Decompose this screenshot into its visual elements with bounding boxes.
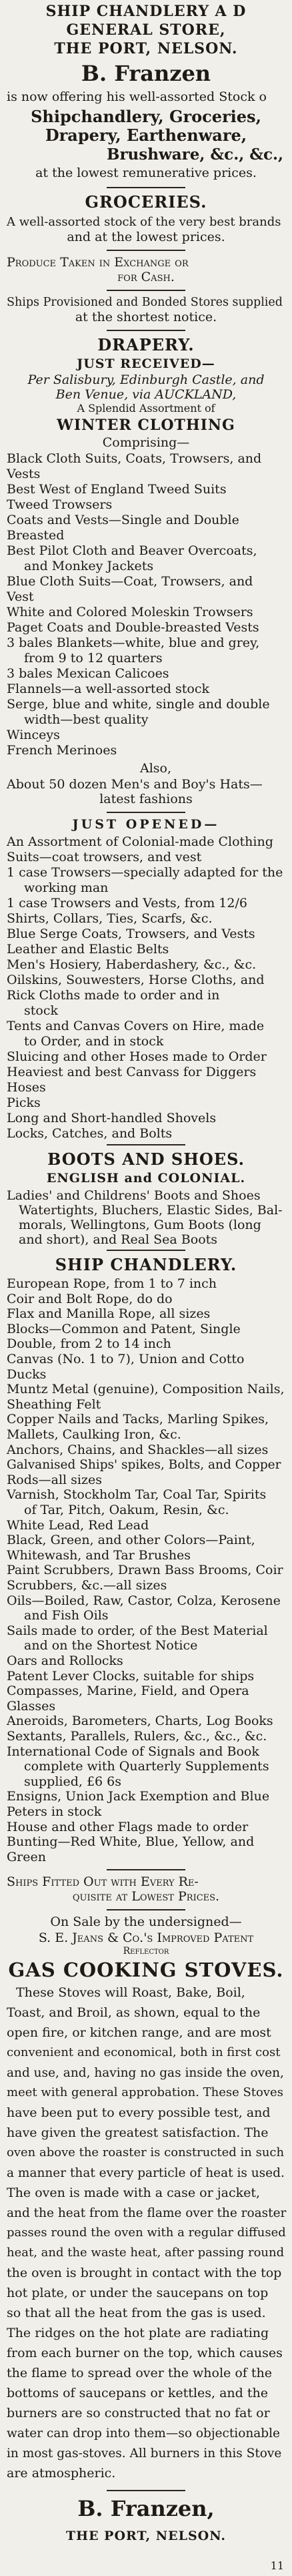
list-line: Tweed Trowsers [7, 497, 113, 512]
stoves-title: GAS COOKING STOVES. [8, 1959, 284, 1981]
list-line: Shirts, Collars, Ties, Scarfs, &c. [7, 911, 213, 926]
boots-subtitle: ENGLISH and COLONIAL. [46, 1171, 246, 1186]
list-line: The oven is made with a case or jacket, [7, 2185, 261, 2200]
drapery-title: DRAPERY. [97, 335, 195, 354]
list-line: complete with Quarterly Supplements [24, 1759, 269, 1774]
intro-line-4: Brushware, &c., &c., [107, 146, 283, 164]
list-line: Serge, blue and white, single and double [7, 697, 270, 712]
list-line: Muntz Metal (genuine), Composition Nails, [7, 1382, 285, 1397]
drapery-ships-1: Per Salisbury, Edinburgh Castle, and [27, 372, 265, 387]
list-line: convenient and economical, both in first cost [7, 2045, 281, 2059]
list-line: 1 case Trowsers—specially adapted for the [7, 865, 283, 880]
list-line: and the heat from the flame over the roaster [7, 2206, 287, 2220]
list-line: and short), and Real Sea Boots [19, 1232, 218, 1247]
list-line: Winceys [7, 728, 60, 742]
list-line: Ensigns, Union Jack Exemption and Blue [7, 1789, 270, 1804]
divider [107, 2490, 185, 2491]
list-line: Peters in stock [7, 1804, 102, 1819]
list-line: Sluicing and other Hoses made to Order [7, 1049, 267, 1064]
produce-line-2: for Cash. [117, 270, 175, 284]
list-line: Anchors, Chains, and Shackles—all sizes [7, 1442, 269, 1457]
list-line: Coats and Vests—Single and Double [7, 513, 239, 527]
list-line: Watertights, Bluchers, Elastic Sides, Bal- [19, 1203, 283, 1218]
divider [107, 1869, 185, 1870]
list-line: Best West of England Tweed Suits [7, 482, 227, 497]
list-line: of Tar, Pitch, Oakum, Resin, &c. [24, 1503, 229, 1517]
divider [107, 330, 185, 331]
list-line: a manner that every particle of heat is used. [7, 2166, 285, 2180]
list-line: 1 case Trowsers and Vests, from 12/6 [7, 896, 247, 911]
divider [107, 812, 185, 813]
list-line: Varnish, Stockholm Tar, Coal Tar, Spirits [7, 1487, 267, 1503]
list-line: Ducks [7, 1366, 47, 1382]
list-line: Picks [7, 1095, 41, 1110]
divider [107, 1144, 185, 1145]
list-line: Rick Cloths made to order and in [7, 988, 220, 1003]
drapery-about-1: About 50 dozen Men's and Boy's Hats— [7, 777, 263, 792]
stoves-patent: S. E. Jeans & Co.'s Improved Patent [38, 1930, 254, 1945]
fitted-line-2: quisite at Lowest Prices. [72, 1889, 220, 1904]
list-line: heat, and the waste heat, after passing round [7, 2246, 285, 2260]
page-number: 11 [270, 2559, 284, 2572]
drapery-winter: WINTER CLOTHING [57, 417, 235, 434]
list-line: burners are so constructed that no fat or [7, 2406, 270, 2420]
list-line: width—best quality [24, 712, 149, 727]
list-line: from 9 to 12 quarters [24, 651, 163, 666]
list-line: hot plate, or under the saucepans on top [7, 2286, 269, 2300]
header-line-2: GENERAL STORE, [66, 21, 226, 39]
list-line: morals, Wellingtons, Gum Boots (long [19, 1218, 261, 1232]
list-line: have given the greatest satisfaction. The [7, 2125, 269, 2140]
provisioned-line-2: at the shortest notice. [75, 310, 217, 324]
groceries-line-2: and at the lowest prices. [67, 230, 225, 244]
produce-line-1: Produce Taken in Exchange or [7, 255, 189, 270]
list-line: Flax and Manilla Rope, all sizes [7, 1306, 211, 1322]
list-line: oven above the roaster is constructed in such [7, 2145, 285, 2159]
list-line: water can drop into them—so objectionable [7, 2426, 281, 2440]
chandlery-title: SHIP CHANDLERY. [55, 1255, 237, 1274]
list-line: Suits—coat trowsers, and vest [7, 850, 202, 864]
list-line: meet with general approbation. These Stoves [7, 2085, 283, 2099]
header-line-3: THE PORT, NELSON. [54, 40, 238, 57]
list-line: Blue Serge Coats, Trowsers, and Vests [7, 927, 255, 941]
intro-line-3: Drapery, Earthenware, [45, 125, 247, 145]
list-line: International Code of Signals and Book [7, 1744, 259, 1759]
list-line: in most gas-stoves. All burners in this Stove [7, 2446, 282, 2461]
list-line: White and Colored Moleskin Trowsers [7, 605, 253, 619]
intro-line-1: is now offering his well-assorted Stock o [7, 89, 267, 104]
list-line: The ridges on the hot plate are radiating [7, 2326, 269, 2340]
list-line: working man [24, 880, 109, 895]
list-line: Paint Scrubbers, Drawn Bass Brooms, Coir [7, 1563, 283, 1578]
divider [107, 1250, 185, 1251]
list-line: Compasses, Marine, Field, and Opera [7, 1684, 249, 1699]
list-line: passes round the oven with a regular diffused [7, 2226, 286, 2240]
list-line: Glasses [7, 1698, 56, 1714]
list-line: Oars and Rollocks [7, 1653, 123, 1668]
list-line: supplied, £6 6s [24, 1774, 122, 1789]
list-line: Oilskins, Souwesters, Horse Cloths, and [7, 973, 265, 987]
drapery-assortment: A Splendid Assortment of [77, 402, 215, 415]
list-line: Whitewash, and Tar Brushes [7, 1547, 191, 1563]
list-line: and Fish Oils [24, 1608, 109, 1623]
list-line: Bunting—Red White, Blue, Yellow, and [7, 1834, 255, 1850]
drapery-also: Also, [140, 761, 172, 776]
list-line: Rods—all sizes [7, 1472, 103, 1487]
boots-title: BOOTS AND SHOES. [47, 1149, 245, 1169]
list-line: 3 bales Mexican Calicoes [7, 666, 169, 681]
list-line: and use, and, having no gas inside the oven, [7, 2066, 284, 2080]
list-line: House and other Flags made to order [7, 1819, 249, 1834]
stoves-sale: On Sale by the undersigned— [50, 1914, 242, 1929]
list-line: Vest [7, 589, 34, 604]
list-line: Paget Coats and Double-breasted Vests [7, 620, 259, 635]
list-line: bottoms of saucepans or kettles, and the [7, 2386, 268, 2400]
list-line: Long and Short-handled Shovels [7, 1111, 217, 1125]
list-line: Blue Cloth Suits—Coat, Trowsers, and [7, 574, 253, 589]
list-line: Galvanised Ships' spikes, Bolts, and Copper [7, 1458, 281, 1473]
list-line: Patent Lever Clocks, suitable for ships [7, 1668, 255, 1684]
opened-title: JUST OPENED— [72, 817, 220, 832]
divider [107, 1909, 185, 1910]
list-line: White Lead, Red Lead [7, 1517, 149, 1533]
list-line: to Order, and in stock [24, 1034, 164, 1049]
groceries-line-1: A well-assorted stock of the very best brands [7, 215, 281, 229]
list-line: Canvas (No. 1 to 7), Union and Cotto [7, 1352, 245, 1366]
drapery-about-2: latest fashions [99, 792, 193, 806]
list-line: Breasted [7, 528, 65, 543]
list-line: European Rope, from 1 to 7 inch [7, 1276, 217, 1291]
list-line: and Monkey Jackets [24, 559, 154, 573]
list-line: Men's Hosiery, Haberdashery, &c., &c. [7, 957, 257, 972]
list-line: Leather and Elastic Belts [7, 942, 169, 957]
list-line: These Stoves will Roast, Bake, Boil, [16, 1985, 245, 2000]
list-line: Copper Nails and Tacks, Marling Spikes, [7, 1412, 269, 1427]
list-line: Heaviest and best Canvass for Diggers [7, 1065, 257, 1079]
list-line: 3 bales Blankets—white, blue and grey, [7, 635, 260, 650]
provisioned-line-1: Ships Provisioned and Bonded Stores supplied [7, 296, 283, 309]
divider [107, 187, 185, 188]
list-line: Vests [7, 467, 41, 481]
divider [107, 290, 185, 291]
list-line: Black Cloth Suits, Coats, Trowsers, and [7, 451, 262, 466]
list-line: Sails made to order, of the Best Material [7, 1623, 268, 1638]
list-line: open fire, or kitchen range, and are most [7, 2025, 271, 2040]
list-line: Locks, Catches, and Bolts [7, 1126, 173, 1141]
drapery-comprising: Comprising— [102, 435, 190, 450]
stoves-reflector: Reflector [123, 1946, 169, 1957]
list-line: Blocks—Common and Patent, Single [7, 1321, 241, 1336]
list-line: Sextants, Parallels, Rulers, &c., &c., &c. [7, 1729, 267, 1744]
list-line: so that all the heat from the gas is used. [7, 2306, 266, 2320]
list-line: Double, from 2 to 14 inch [7, 1336, 171, 1352]
drapery-subtitle: JUST RECEIVED— [77, 356, 215, 371]
list-line: Tents and Canvas Covers on Hire, made [7, 1019, 265, 1033]
list-line: Green [7, 1849, 46, 1864]
drapery-ships-2: Ben Venue, via AUCKLAND, [55, 387, 237, 402]
list-line: the flame to spread over the whole of the [7, 2366, 272, 2380]
list-line: stock [24, 1003, 58, 1018]
list-line: Ladies' and Childrens' Boots and Shoes [7, 1188, 261, 1203]
list-line: have been put to every possible test, and [7, 2105, 271, 2120]
divider [107, 250, 185, 251]
fitted-line-1: Ships Fitted Out with Every Re- [7, 1874, 199, 1889]
list-line: Oils—Boiled, Raw, Castor, Colza, Kerosene [7, 1593, 281, 1608]
list-line: Aneroids, Barometers, Charts, Log Books [7, 1714, 273, 1729]
proprietor-name: B. Franzen [81, 61, 211, 86]
list-line: Best Pilot Cloth and Beaver Overcoats, [7, 543, 257, 558]
list-line: An Assortment of Colonial-made Clothing [7, 834, 273, 849]
list-line: Coir and Bolt Rope, do do [7, 1291, 173, 1306]
list-line: Sheathing Felt [7, 1396, 101, 1412]
intro-line-5: at the lowest remunerative prices. [35, 166, 257, 180]
list-line: from each burner on the top, which causes [7, 2346, 283, 2360]
list-line: Mallets, Caulking Iron, &c. [7, 1427, 181, 1442]
list-line: Flannels—a well-assorted stock [7, 682, 209, 696]
list-line: Black, Green, and other Colors—Paint, [7, 1533, 255, 1548]
list-line: Scrubbers, &c.—all sizes [7, 1578, 167, 1593]
footer-name: B. Franzen, [77, 2496, 215, 2521]
list-line: Toast, and Broil, as shown, equal to the [7, 2005, 261, 2020]
list-line: are atmospheric. [7, 2466, 116, 2481]
groceries-title: GROCERIES. [85, 192, 207, 212]
list-line: and on the Shortest Notice [24, 1638, 198, 1653]
list-line: the oven is brought in contact with the top [7, 2266, 282, 2280]
intro-line-2: Shipchandlery, Groceries, [31, 107, 261, 126]
list-line: Hoses [7, 1080, 46, 1095]
list-line: French Merinoes [7, 743, 117, 758]
footer-address: THE PORT, NELSON. [65, 2529, 226, 2543]
header-line-1: SHIP CHANDLERY A D [45, 3, 247, 20]
